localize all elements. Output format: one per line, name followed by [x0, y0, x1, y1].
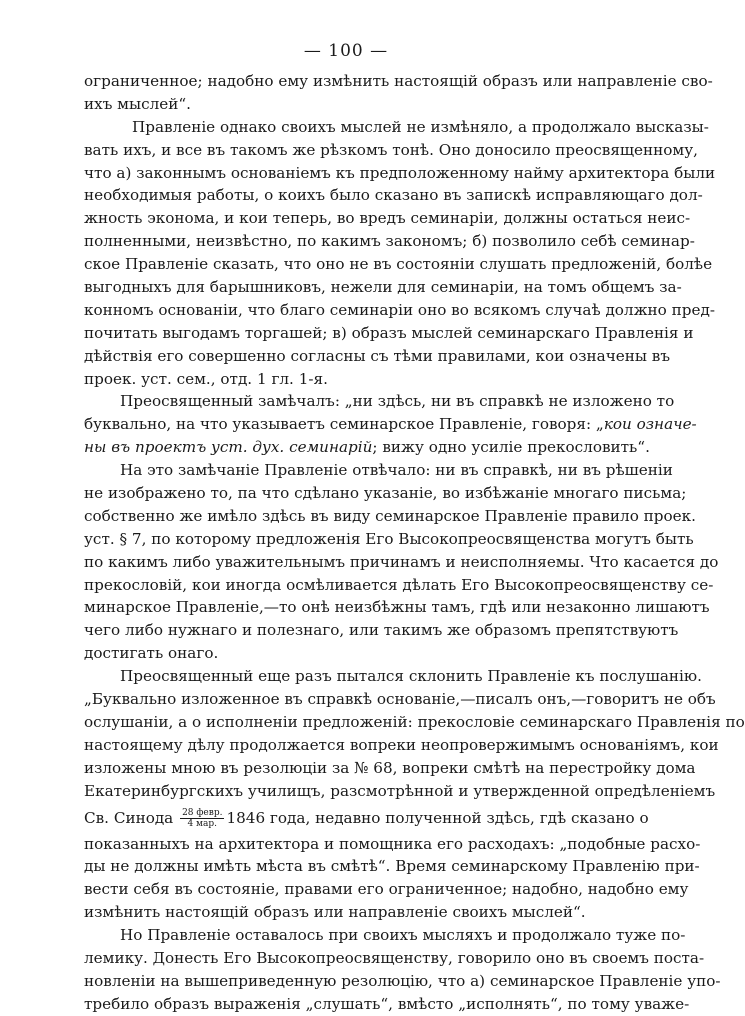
text-line: почитать выгодамъ торгашей; в) образъ мыслей семинарскаго Правленія и: [84, 323, 694, 342]
text-line: ское Правленіе сказать, что оно не въ состояніи слушать предложеній, болѣе: [84, 255, 713, 274]
paragraph-2: [84, 390, 697, 459]
text-line: вести себя въ состояніе, правами его ограниченное; надобно, надобно ему: [84, 880, 689, 899]
text-line: полненными, неизвѣстно, по какимъ закономъ; б) позволило себѣ семинар-: [84, 232, 695, 251]
text-line: ослушаніи, а о исполненіи предложеній: прекословіе семинарскаго Правленія по: [84, 712, 745, 731]
text-line: по какимъ либо уважительнымъ причинамъ и неисполняемы. Что касается до: [84, 552, 719, 571]
text-line: настоящему дѣлу продолжается вопреки неопровержимымъ основаніямъ, кои: [84, 735, 719, 754]
text-line: дѣйствія его совершенно согласны съ тѣми правилами, кои означены въ: [84, 346, 671, 365]
text-line: жность эконома, и кои теперь, во вредъ семинаріи, должны остаться неис-: [84, 209, 691, 228]
fraction-numerator: 28 февр.: [182, 808, 223, 818]
text-line: прекословій, кои иногда осмѣливается дѣлать Его Высокопреосвященству се-: [84, 575, 714, 594]
text-line: [84, 413, 697, 436]
paragraph-1: [84, 116, 716, 391]
text-line: Преосвященный замѣчалъ: „ни здѣсь, ни въ справкѣ не изложено то: [120, 392, 675, 411]
text-line: новленіи на вышеприведенную резолюцію, что а) семинарское Правленіе упо-: [84, 971, 721, 990]
text-line-with-fraction: [84, 803, 649, 833]
text-line: На это замѣчаніе Правленіе отвѣчало: ни въ справкѣ, ни въ рѣшеніи: [120, 461, 673, 480]
date-fraction: [180, 808, 224, 829]
fraction-denominator: 4 мар.: [187, 819, 218, 829]
text-line: уст. § 7, по которому предложенія Его Высокопреосвященства могутъ быть: [84, 529, 694, 548]
text-line: собственно же имѣло здѣсь въ виду семинарское Правленіе правило проек.: [84, 506, 696, 525]
text-line: Но Правленіе оставалось при своихъ мысляхъ и продолжало туже по-: [120, 926, 686, 945]
text-line: вать ихъ, и все въ такомъ же рѣзкомъ тонѣ. Оно доносило преосвященному,: [84, 140, 698, 159]
paragraph-5: [84, 924, 721, 1016]
text-line: проек. уст. сем., отд. 1 гл. 1-я.: [84, 369, 328, 388]
text-line: ихъ мыслей“.: [84, 94, 191, 113]
paragraph-3: [84, 459, 719, 665]
body-text: [84, 70, 745, 1016]
text-line: показанныхъ на архитектора и помощника его расходахъ: „подобные расхо-: [84, 834, 701, 853]
paragraph-0: [84, 70, 713, 116]
text-line: выгодныхъ для барышниковъ, нежели для семинаріи, на томъ общемъ за-: [84, 278, 682, 297]
text-line: „Буквально изложенное въ справкѣ основаніе,—писалъ онъ,—говоритъ не объ: [84, 690, 716, 709]
text-line: не изображено то, па что сдѣлано указаніе, во избѣжаніе многаго письма;: [84, 484, 687, 503]
page-number: — 100 —: [303, 41, 389, 61]
text-line: Екатеринбургскихъ училищъ, разсмотрѣнной и утвержденной опредѣленіемъ: [84, 781, 716, 800]
text-line: изложены мною въ резолюціи за № 68, вопреки смѣтѣ на перестройку дома: [84, 758, 696, 777]
text-run: ; вижу одно усиліе прекословить“.: [372, 438, 650, 457]
text-line: чего либо нужнаго и полезнаго, или такимъ же образомъ препятствуютъ: [84, 621, 679, 640]
text-line: Преосвященный еще разъ пытался склонить Правленіе къ послушанію.: [120, 667, 702, 686]
text-line: минарское Правленіе,—то онѣ неизбѣжны тамъ, гдѣ или незаконно лишаютъ: [84, 598, 710, 617]
text-run: буквально, на что указываетъ семинарское Правленіе, говоря: „: [84, 415, 604, 434]
text-line: достигать онаго.: [84, 644, 219, 663]
text-line: необходимыя работы, о коихъ было сказано въ запискѣ исправляющаго дол-: [84, 186, 703, 205]
text-line: конномъ основаніи, что благо семинаріи оно во всякомъ случаѣ должно пред-: [84, 300, 715, 319]
text-line: Правленіе однако своихъ мыслей не измѣняло, а продолжало высказы-: [132, 117, 709, 136]
text-line: что а) законнымъ основаніемъ къ предположенному найму архитектора были: [84, 163, 716, 182]
text-line: требило образъ выраженія „слушать“, вмѣсто „исполнять“, по тому уваже-: [84, 994, 690, 1013]
paragraph-4: [84, 665, 745, 924]
text-line: ограниченное; надобно ему измѣнить настоящій образъ или направленіе сво-: [84, 72, 713, 90]
text-line: лемику. Донесть Его Высокопреосвященству, говорило оно въ своемъ поста-: [84, 948, 705, 967]
italic-quote: ны въ проектъ уст. дух. семинарій: [84, 438, 373, 457]
italic-quote: кои означе-: [603, 415, 697, 434]
text-run: Св. Синода: [84, 808, 174, 827]
text-line: измѣнить настоящій образъ или направленіе своихъ мыслей“.: [84, 903, 586, 922]
text-line: [84, 436, 650, 459]
text-run: 1846 года, недавно полученной здѣсь, гдѣ сказано о: [226, 808, 649, 827]
text-line: ды не должны имѣть мѣста въ смѣтѣ“. Время семинарскому Правленію при-: [84, 857, 700, 876]
